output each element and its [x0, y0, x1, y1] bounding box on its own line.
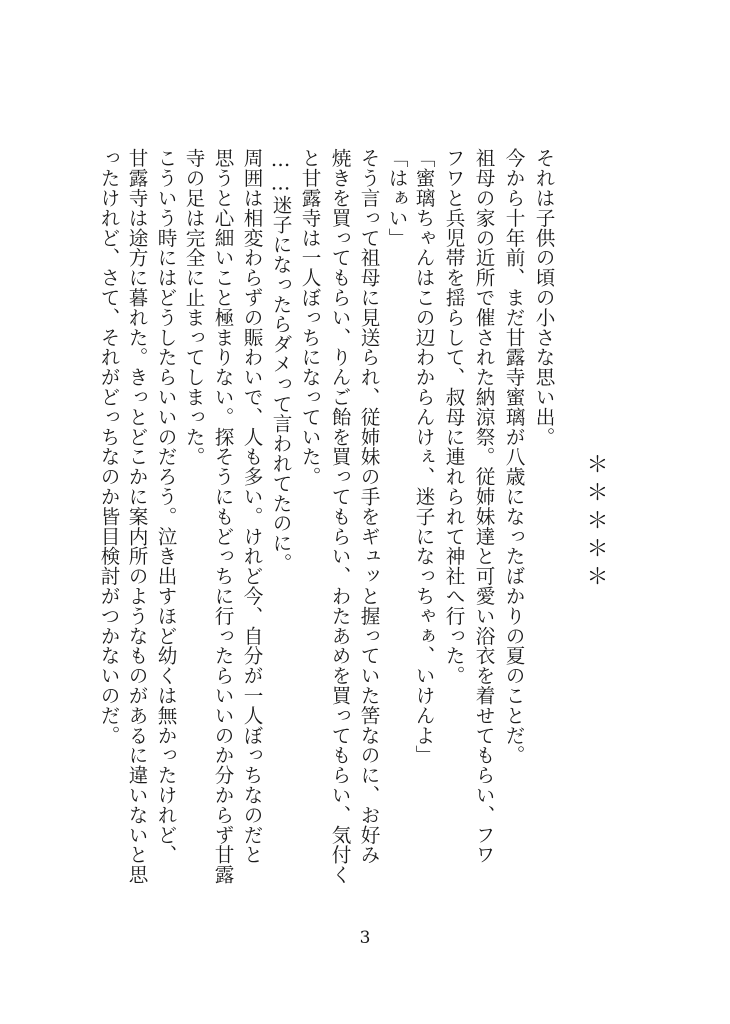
text-line-12: 思うと心細いこと極まりない。探そうにもどっちに行ったらいいのか分からず甘露	[211, 148, 234, 885]
text-line-5: 「蜜璃ちゃんはこの辺わからんけぇ、迷子になっちゃぁ、いけんよ」	[412, 148, 435, 765]
text-line-13: 寺の足は完全に止まってしまった。	[182, 148, 205, 467]
text-line-7: そう言って祖母に見送られ、従姉妹の手をギュッと握っていた筈なのに、お好み	[357, 148, 380, 865]
text-line-2: 今から十年前、まだ甘露寺蜜璃が八歳になったばかりの夏のことだ。	[502, 148, 525, 765]
text-line-4: フワと兵児帯を揺らして、叔母に連れられて神社へ行った。	[442, 148, 465, 686]
text-line-8: 焼きを買ってもらい、りんご飴を買ってもらい、わたあめを買ってもらい、気付く	[328, 148, 351, 885]
text-line-9: と甘露寺は一人ぼっちになっていた。	[298, 148, 321, 487]
text-line-6: 「はぁい」	[385, 148, 408, 248]
text-line-14: こういう時にはどうしたらいいのだろう。泣き出すほど幼くは無かったけれど、	[154, 148, 177, 865]
section-separator: ＊＊＊＊＊	[583, 453, 608, 593]
text-line-3: 祖母の家の近所で催された納涼祭。従姉妹達と可愛い浴衣を着せてもらい、フワ	[472, 148, 495, 865]
page-number: 3	[359, 928, 371, 948]
text-line-1: それは子供の頃の小さな思い出。	[532, 148, 555, 447]
text-line-10: ……迷子になったらダメって言われてたのに。	[269, 148, 292, 573]
text-line-16: ったけれど、さて、それがどっちなのか皆目検討がつかないのだ。	[97, 148, 120, 745]
text-line-11: 周囲は相変わらずの賑わいで、人も多い。けれど今、自分が一人ぼっちなのだと	[240, 148, 263, 865]
text-line-15: 甘露寺は途方に暮れた。きっとどこかに案内所のようなものがあるに違いないと思	[125, 148, 148, 885]
